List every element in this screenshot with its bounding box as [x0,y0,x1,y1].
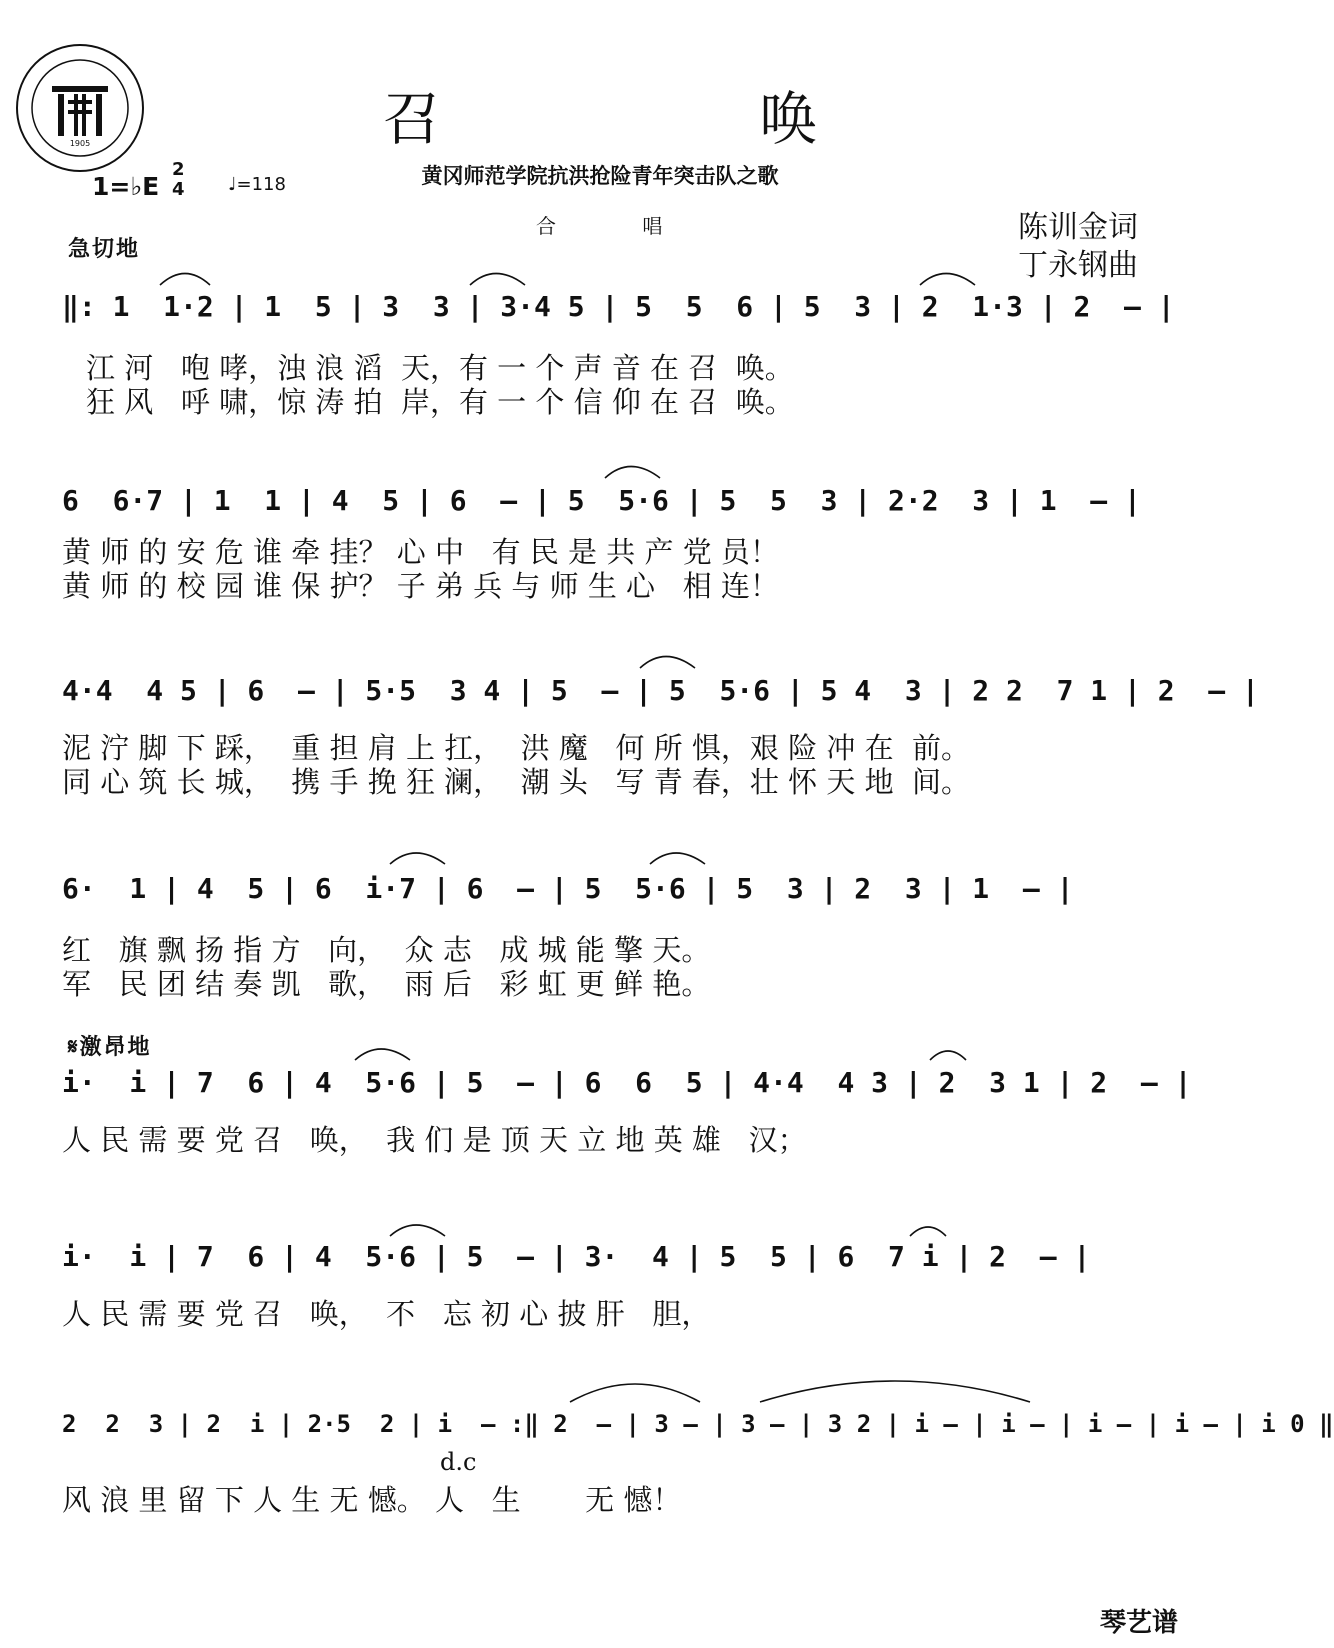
slur-mark [390,853,445,864]
time-signature-top: 2 [172,159,185,180]
tempo-mark: ♩=118 [228,174,286,195]
system-1-lyric-1: 江 河 咆 哮，浊 浪 滔 天，有 一 个 声 音 在 召 唤。 [86,351,794,385]
slur-mark [760,1381,1030,1402]
lyricist-credit: 陈训金词 [1018,210,1138,245]
song-title: 召 唤 [382,85,968,153]
dc-mark: d.c [440,1448,477,1476]
system-4-notes: 6· 1 | 4 5 | 6 i·7 | 6 – | 5 5·6 | 5 3 | 2 3 | 1 – | [62,872,1074,905]
slur-mark [650,853,705,864]
system-3-lyric-1: 泥 泞 脚 下 踩， 重 担 肩 上 扛， 洪 魔 何 所 惧，艰 险 冲 在 前。 [62,731,971,765]
system-3-notes: 4·4 4 5 | 6 – | 5·5 3 4 | 5 – | 5 5·6 | 5 4 3 | 2 2 7 1 | 2 – | [62,674,1259,707]
composer-credit: 丁永钢曲 [1018,248,1138,283]
key-signature: 1=♭E [92,172,160,201]
system-7-lyric-1: 风 浪 里 留 下 人 生 无 憾。 人 生 无 憾！ [62,1483,682,1517]
slur-mark [390,1225,445,1236]
system-1-lyric-2: 狂 风 呼 啸，惊 涛 拍 岸，有 一 个 信 仰 在 召 唤。 [86,385,794,419]
watermark-text: 琴艺谱 [1099,1608,1178,1638]
slur-mark [640,657,695,669]
time-signature-bottom: 4 [172,179,185,200]
slur-mark [355,1049,410,1060]
slur-mark [160,274,210,286]
expression-urgent: 急切地 [68,237,141,262]
system-5-lyric-1: 人 民 需 要 党 召 唤， 我 们 是 顶 天 立 地 英 雄 汉； [62,1123,807,1157]
song-subtitle: 黄冈师范学院抗洪抢险青年突击队之歌 [421,164,779,188]
system-6-lyric-1: 人 民 需 要 党 召 唤， 不 忘 初 心 披 肝 胆， [62,1297,711,1331]
slur-mark [930,1051,966,1060]
slur-mark [920,274,975,286]
system-4-lyric-2: 军 民 团 结 奏 凯 歌， 雨 后 彩 虹 更 鲜 艳。 [62,967,711,1001]
system-3-lyric-2: 同 心 筑 长 城， 携 手 挽 狂 澜， 潮 头 写 青 春，壮 怀 天 地 间。 [62,765,971,799]
system-5-notes: i· i | 7 6 | 4 5·6 | 5 – | 6 6 5 | 4·4 4 3 | 2 3 1 | 2 – | [62,1066,1192,1099]
seal-year: 1905 [69,139,91,148]
system-2-lyric-2: 黄 师 的 校 园 谁 保 护？ 子 弟 兵 与 师 生 心 相 连！ [62,569,779,603]
slur-mark [605,467,660,479]
system-2-notes: 6 6·7 | 1 1 | 4 5 | 6 – | 5 5·6 | 5 5 3 | 2·2 3 | 1 – | [62,484,1141,517]
system-2-lyric-1: 黄 师 的 安 危 谁 牵 挂？ 心 中 有 民 是 共 产 党 员！ [62,535,779,569]
slur-mark [470,274,525,286]
watermark-logo [1100,1602,1178,1639]
performance-type: 合 唱 [536,214,703,238]
system-6-notes: i· i | 7 6 | 4 5·6 | 5 – | 3· 4 | 5 5 | 6 7 i | 2 – | [62,1240,1091,1273]
system-1-notes: ‖: 1 1·2 | 1 5 | 3 3 | 3·4 5 | 5 5 6 | 5 3 | 2 1·3 | 2 – | [62,290,1175,323]
slur-mark [910,1227,946,1236]
system-7-notes: 2 2 3 | 2 i | 2·5 2 | i – :‖ 2 – | 3 – | 3 – | 3 2 | i – | i – | i – | i – | i 0 ‖ [62,1410,1334,1438]
expression-passionate: 𝄋激昂地 [68,1035,152,1060]
slur-mark [570,1384,700,1402]
system-4-lyric-1: 红 旗 飘 扬 指 方 向， 众 志 成 城 能 擎 天。 [62,933,711,967]
